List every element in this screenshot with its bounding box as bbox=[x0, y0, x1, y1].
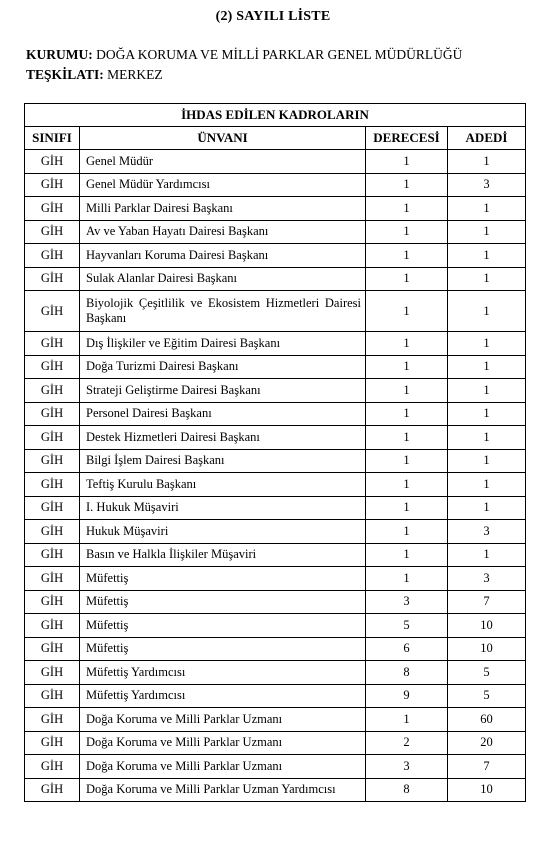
cell-adet: 1 bbox=[448, 379, 526, 403]
organization-label: TEŞKİLATI: bbox=[26, 67, 104, 82]
cell-adet: 5 bbox=[448, 684, 526, 708]
cell-unvan: Destek Hizmetleri Dairesi Başkanı bbox=[80, 426, 366, 450]
cell-unvan: I. Hukuk Müşaviri bbox=[80, 496, 366, 520]
cell-sinif: GİH bbox=[25, 197, 80, 221]
table-row bbox=[25, 708, 526, 732]
table-row bbox=[25, 637, 526, 661]
cell-derece: 1 bbox=[366, 355, 448, 379]
cell-adet: 1 bbox=[448, 291, 526, 332]
table-row bbox=[25, 426, 526, 450]
table-row bbox=[25, 355, 526, 379]
cell-derece: 1 bbox=[366, 473, 448, 497]
cell-derece: 8 bbox=[366, 778, 448, 802]
cell-sinif: GİH bbox=[25, 173, 80, 197]
cell-adet: 1 bbox=[448, 150, 526, 174]
cell-adet: 10 bbox=[448, 778, 526, 802]
institution-label: KURUMU: bbox=[26, 47, 93, 62]
cell-derece: 1 bbox=[366, 332, 448, 356]
cell-unvan: Müfettiş Yardımcısı bbox=[80, 684, 366, 708]
cell-adet: 5 bbox=[448, 661, 526, 685]
cell-derece: 1 bbox=[366, 379, 448, 403]
cell-unvan: Müfettiş bbox=[80, 590, 366, 614]
table-row bbox=[25, 614, 526, 638]
cell-sinif: GİH bbox=[25, 731, 80, 755]
cell-sinif: GİH bbox=[25, 267, 80, 291]
organization-line bbox=[26, 67, 163, 83]
cell-sinif: GİH bbox=[25, 449, 80, 473]
cell-sinif: GİH bbox=[25, 684, 80, 708]
table-row bbox=[25, 173, 526, 197]
cell-unvan: Biyolojik Çeşitlilik ve Ekosistem Hizmetleri Dairesi Başkanı bbox=[80, 291, 366, 332]
cell-adet: 1 bbox=[448, 543, 526, 567]
cell-sinif: GİH bbox=[25, 614, 80, 638]
cell-unvan: Personel Dairesi Başkanı bbox=[80, 402, 366, 426]
cell-adet: 7 bbox=[448, 590, 526, 614]
cell-unvan: Av ve Yaban Hayatı Dairesi Başkanı bbox=[80, 220, 366, 244]
cell-unvan: Müfettiş bbox=[80, 567, 366, 591]
cell-derece: 1 bbox=[366, 150, 448, 174]
cell-adet: 1 bbox=[448, 402, 526, 426]
cell-unvan: Doğa Koruma ve Milli Parklar Uzmanı bbox=[80, 755, 366, 779]
table-row bbox=[25, 778, 526, 802]
table-row bbox=[25, 291, 526, 332]
cell-adet: 1 bbox=[448, 449, 526, 473]
cell-adet: 1 bbox=[448, 355, 526, 379]
table-row bbox=[25, 332, 526, 356]
cell-sinif: GİH bbox=[25, 244, 80, 268]
table-row bbox=[25, 661, 526, 685]
page-title: (2) SAYILI LİSTE bbox=[215, 9, 331, 24]
cell-derece: 3 bbox=[366, 755, 448, 779]
cell-adet: 1 bbox=[448, 496, 526, 520]
table-row bbox=[25, 150, 526, 174]
cell-unvan: Sulak Alanlar Dairesi Başkanı bbox=[80, 267, 366, 291]
institution-value: DOĞA KORUMA VE MİLLİ PARKLAR GENEL MÜDÜRLÜĞÜ bbox=[96, 47, 463, 62]
cell-unvan: Dış İlişkiler ve Eğitim Dairesi Başkanı bbox=[80, 332, 366, 356]
cell-derece: 3 bbox=[366, 590, 448, 614]
cell-unvan: Müfettiş bbox=[80, 637, 366, 661]
table-row bbox=[25, 590, 526, 614]
cell-adet: 1 bbox=[448, 197, 526, 221]
cell-unvan: Strateji Geliştirme Dairesi Başkanı bbox=[80, 379, 366, 403]
cell-sinif: GİH bbox=[25, 291, 80, 332]
table-row bbox=[25, 220, 526, 244]
table-row bbox=[25, 267, 526, 291]
cell-sinif: GİH bbox=[25, 520, 80, 544]
cell-derece: 2 bbox=[366, 731, 448, 755]
cell-adet: 3 bbox=[448, 567, 526, 591]
cell-unvan: Bilgi İşlem Dairesi Başkanı bbox=[80, 449, 366, 473]
cell-sinif: GİH bbox=[25, 778, 80, 802]
cell-sinif: GİH bbox=[25, 543, 80, 567]
table-row bbox=[25, 473, 526, 497]
table-row bbox=[25, 449, 526, 473]
cell-unvan: Doğa Koruma ve Milli Parklar Uzmanı bbox=[80, 708, 366, 732]
cell-adet: 1 bbox=[448, 267, 526, 291]
cell-derece: 1 bbox=[366, 449, 448, 473]
table-row bbox=[25, 402, 526, 426]
cell-adet: 1 bbox=[448, 220, 526, 244]
table-row bbox=[25, 496, 526, 520]
cell-sinif: GİH bbox=[25, 708, 80, 732]
table-row bbox=[25, 567, 526, 591]
cell-sinif: GİH bbox=[25, 637, 80, 661]
cell-derece: 5 bbox=[366, 614, 448, 638]
cell-derece: 1 bbox=[366, 267, 448, 291]
cell-adet: 1 bbox=[448, 244, 526, 268]
cell-sinif: GİH bbox=[25, 473, 80, 497]
institution-line bbox=[26, 47, 462, 63]
table-body bbox=[25, 150, 526, 802]
cell-derece: 1 bbox=[366, 567, 448, 591]
organization-value: MERKEZ bbox=[107, 67, 163, 82]
cell-unvan: Hayvanları Koruma Dairesi Başkanı bbox=[80, 244, 366, 268]
cell-unvan: Milli Parklar Dairesi Başkanı bbox=[80, 197, 366, 221]
cell-derece: 1 bbox=[366, 197, 448, 221]
cell-unvan: Genel Müdür Yardımcısı bbox=[80, 173, 366, 197]
cell-unvan: Müfettiş bbox=[80, 614, 366, 638]
cell-derece: 1 bbox=[366, 244, 448, 268]
table-row bbox=[25, 197, 526, 221]
cell-adet: 1 bbox=[448, 426, 526, 450]
cell-adet: 10 bbox=[448, 614, 526, 638]
group-header: İHDAS EDİLEN KADROLARIN bbox=[25, 104, 526, 127]
positions-table bbox=[24, 103, 526, 802]
table-row bbox=[25, 543, 526, 567]
cell-unvan: Doğa Koruma ve Milli Parklar Uzman Yardımcısı bbox=[80, 778, 366, 802]
cell-unvan: Teftiş Kurulu Başkanı bbox=[80, 473, 366, 497]
cell-derece: 1 bbox=[366, 173, 448, 197]
cell-derece: 1 bbox=[366, 220, 448, 244]
cell-sinif: GİH bbox=[25, 661, 80, 685]
cell-sinif: GİH bbox=[25, 402, 80, 426]
cell-derece: 1 bbox=[366, 520, 448, 544]
cell-adet: 60 bbox=[448, 708, 526, 732]
cell-adet: 7 bbox=[448, 755, 526, 779]
cell-derece: 1 bbox=[366, 496, 448, 520]
cell-adet: 1 bbox=[448, 332, 526, 356]
cell-sinif: GİH bbox=[25, 567, 80, 591]
cell-sinif: GİH bbox=[25, 496, 80, 520]
cell-unvan: Doğa Turizmi Dairesi Başkanı bbox=[80, 355, 366, 379]
cell-adet: 1 bbox=[448, 473, 526, 497]
table-row bbox=[25, 731, 526, 755]
cell-derece: 9 bbox=[366, 684, 448, 708]
cell-unvan: Basın ve Halkla İlişkiler Müşaviri bbox=[80, 543, 366, 567]
cell-unvan: Genel Müdür bbox=[80, 150, 366, 174]
cell-sinif: GİH bbox=[25, 755, 80, 779]
cell-adet: 20 bbox=[448, 731, 526, 755]
table-row bbox=[25, 379, 526, 403]
cell-sinif: GİH bbox=[25, 590, 80, 614]
table-row bbox=[25, 755, 526, 779]
table-row bbox=[25, 520, 526, 544]
cell-sinif: GİH bbox=[25, 220, 80, 244]
cell-derece: 1 bbox=[366, 291, 448, 332]
cell-adet: 10 bbox=[448, 637, 526, 661]
cell-derece: 8 bbox=[366, 661, 448, 685]
cell-sinif: GİH bbox=[25, 332, 80, 356]
column-header-sinif: SINIFI bbox=[25, 127, 80, 150]
column-header-adet: ADEDİ bbox=[448, 127, 526, 150]
cell-derece: 1 bbox=[366, 708, 448, 732]
cell-derece: 1 bbox=[366, 426, 448, 450]
column-header-unvan: ÜNVANI bbox=[80, 127, 366, 150]
table-row bbox=[25, 684, 526, 708]
cell-sinif: GİH bbox=[25, 379, 80, 403]
cell-adet: 3 bbox=[448, 173, 526, 197]
cell-sinif: GİH bbox=[25, 426, 80, 450]
column-header-derece: DERECESİ bbox=[366, 127, 448, 150]
cell-sinif: GİH bbox=[25, 150, 80, 174]
cell-derece: 1 bbox=[366, 402, 448, 426]
cell-derece: 6 bbox=[366, 637, 448, 661]
cell-unvan: Müfettiş Yardımcısı bbox=[80, 661, 366, 685]
cell-derece: 1 bbox=[366, 543, 448, 567]
cell-sinif: GİH bbox=[25, 355, 80, 379]
cell-adet: 3 bbox=[448, 520, 526, 544]
table-row bbox=[25, 244, 526, 268]
cell-unvan: Hukuk Müşaviri bbox=[80, 520, 366, 544]
cell-unvan: Doğa Koruma ve Milli Parklar Uzmanı bbox=[80, 731, 366, 755]
